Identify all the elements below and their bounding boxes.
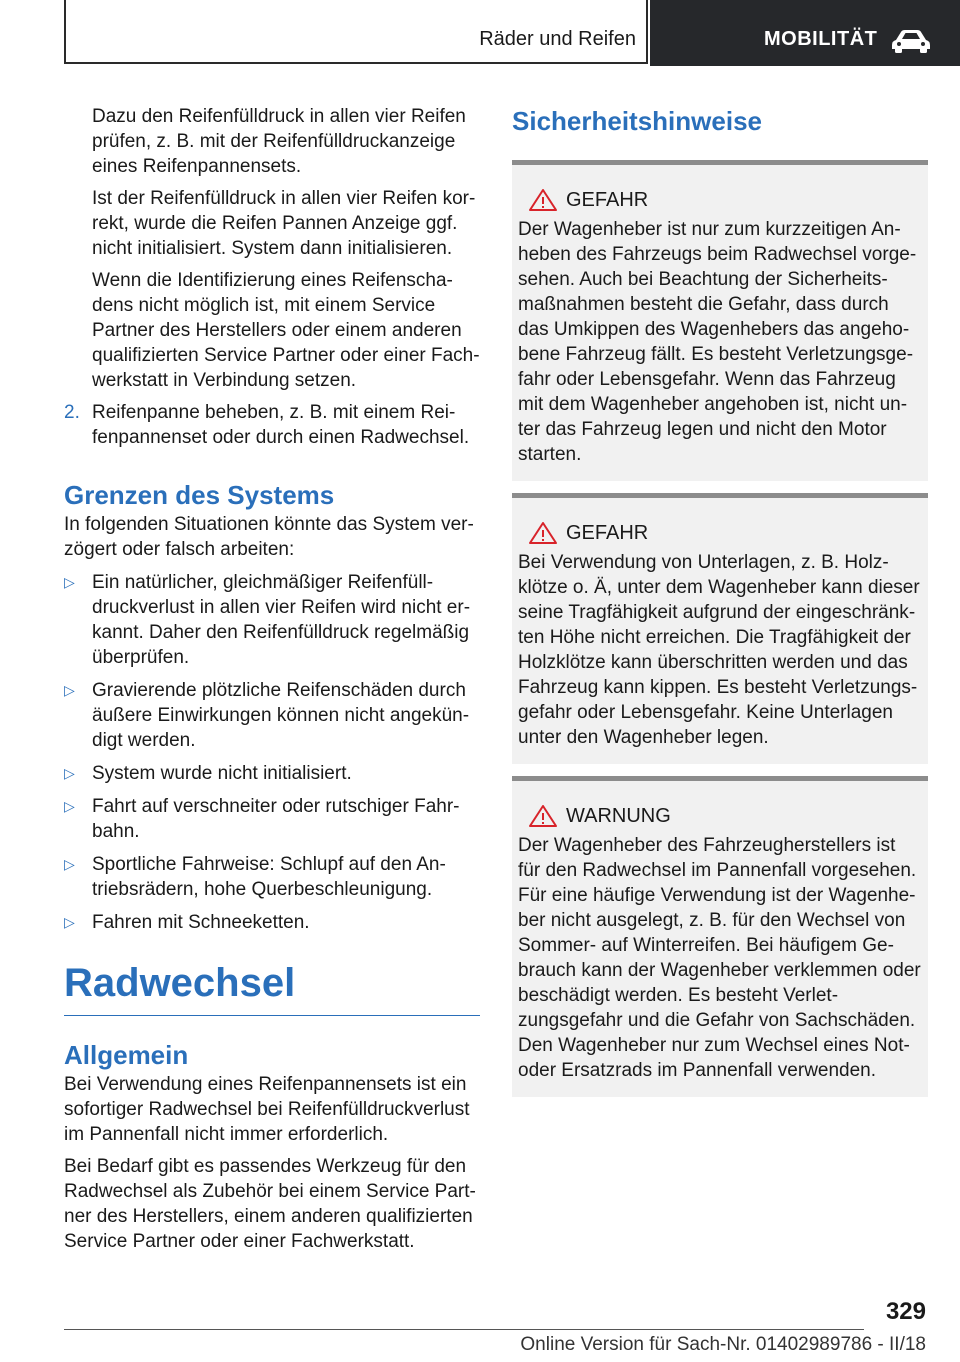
notice-header xyxy=(518,803,922,829)
general-paragraph: Bei Verwendung eines Reifenpannensets ist ein sofortiger Radwechsel bei Reifenfülldruckverlust im Pannenfall nicht immer erforderlich. xyxy=(64,1074,470,1145)
left-column xyxy=(64,104,480,1254)
chapter-heading-block xyxy=(64,959,480,1016)
step-text: Reifenpanne beheben, z. B. mit einem Reifenpannenset oder durch einen Radwechsel. xyxy=(92,402,470,448)
chapter-label: MOBILITÄT xyxy=(764,28,878,50)
footer-rule xyxy=(64,1329,864,1330)
notice-header xyxy=(518,187,922,213)
general-paragraph: Bei Bedarf gibt es passendes Werkzeug für den Radwechsel als Zubehör bei einem Service Partner des Herstellers, einem anderen qualifizierten Service Partner oder einer Fachwerkstatt. xyxy=(64,1156,476,1252)
list-item: ▷ Ein natürlicher, gleichmäßiger Reifenfülldruckverlust in allen vier Reifen wird nicht erkannt. Daher den Reifenfülldruck regelmäßig überprüfen. xyxy=(64,572,471,668)
step-number: 2. xyxy=(64,402,80,423)
list-item: ▷ Fahrt auf verschneiter oder rutschiger Fahrbahn. xyxy=(64,796,460,842)
warning-triangle-icon xyxy=(528,188,558,212)
step1-paragraph: Wenn die Identifizierung eines Reifenschadens nicht möglich ist, mit einem Service Partner des Herstellers oder einem anderen qualifizierten Service Partner oder einer Fachwerkstatt in Verbindung setzen. xyxy=(92,270,480,391)
danger-notice xyxy=(512,493,928,764)
footer-version: Online Version für Sach-Nr. 01402989786 - II/18 xyxy=(520,1334,926,1355)
notice-title: WARNUNG xyxy=(566,805,671,827)
car-icon xyxy=(890,28,932,54)
step1-paragraph: Ist der Reifenfülldruck in allen vier Reifen korrekt, wurde die Reifen Pannen Anzeige ggf. nicht initialisiert. System dann initialisieren. xyxy=(92,188,476,259)
bullet-icon: ▷ xyxy=(64,574,75,590)
section-title: Räder und Reifen xyxy=(479,28,636,50)
list-item: ▷ System wurde nicht initialisiert. xyxy=(64,763,352,784)
notice-text: Der Wagenheber ist nur zum kurzzeitigen Anheben des Fahrzeugs beim Radwechsel vorgesehen. Auch bei Beachtung der Sicherheitsmaßnahmen besteht die Gefahr, dass durch das Umkippen des Wagenhebers das angehobene Fahrzeug fällt. Es besteht Verletzungsgefahr oder Lebensgefahr. Wenn das Fahrzeug mit dem Wagenheber angehoben ist, nicht unter das Fahrzeug legen und nicht den Motor starten. xyxy=(518,219,917,465)
limits-intro: In folgenden Situationen könnte das System verzögert oder falsch arbeiten: xyxy=(64,514,474,560)
page-number: 329 xyxy=(885,1298,926,1325)
bullet-icon: ▷ xyxy=(64,765,75,781)
page-header xyxy=(0,0,960,66)
chapter-tab xyxy=(650,0,960,66)
warning-notice xyxy=(512,776,928,1097)
sub-heading: Allgemein xyxy=(64,1040,189,1070)
notice-title: GEFAHR xyxy=(566,189,649,211)
danger-notice xyxy=(512,160,928,481)
notice-title: GEFAHR xyxy=(566,522,649,544)
chapter-heading: Radwechsel xyxy=(64,961,296,1005)
warning-triangle-icon xyxy=(528,521,558,545)
right-column xyxy=(512,104,928,1097)
notice-text: Bei Verwendung von Unterlagen, z. B. Holzklötze o. Ä, unter dem Wagenheber kann dieser seine Tragfähigkeit aufgrund der eingeschränkten Höhe nicht erreichen. Die Tragfähigkeit der Holzklötze kann überschritten werden und das Fahrzeug kann kippen. Es besteht Verletzungsgefahr oder Lebensgefahr. Keine Unterlagen unter den Wagenheber legen. xyxy=(518,552,920,748)
list-item: ▷ Gravierende plötzliche Reifenschäden durch äußere Einwirkungen können nicht angekündigt werden. xyxy=(64,680,470,751)
safety-heading: Sicherheitshinweise xyxy=(512,106,762,136)
list-item: ▷ Fahren mit Schneeketten. xyxy=(64,912,310,933)
step1-paragraph: Dazu den Reifenfülldruck in allen vier Reifen prüfen, z. B. mit der Reifenfülldruckanzeige eines Reifenpannensets. xyxy=(92,106,466,177)
bullet-icon: ▷ xyxy=(64,798,75,814)
bullet-icon: ▷ xyxy=(64,682,75,698)
warning-triangle-icon xyxy=(528,804,558,828)
bullet-icon: ▷ xyxy=(64,856,75,872)
list-item: ▷ Sportliche Fahrweise: Schlupf auf den Antriebsrädern, hohe Querbeschleunigung. xyxy=(64,854,446,900)
notice-header xyxy=(518,520,922,546)
step2-item xyxy=(64,400,480,450)
notice-text: Der Wagenheber des Fahrzeugherstellers ist für den Radwechsel im Pannenfall vorgesehen. Für eine häufige Verwendung ist der Wagenheber nicht ausgelegt, z. B. für den Wechsel von Sommer- auf Winterreifen. Bei häufigem Gebrauch kann der Wagenheber verklemmen oder beschädigt werden. Es besteht Verletzungsgefahr und die Gefahr von Sachschäden. Den Wagenheber nur zum Wechsel eines Not- oder Ersatzrads im Pannenfall verwenden. xyxy=(518,835,921,1081)
bullet-icon: ▷ xyxy=(64,914,75,930)
limits-heading: Grenzen des Systems xyxy=(64,480,335,510)
